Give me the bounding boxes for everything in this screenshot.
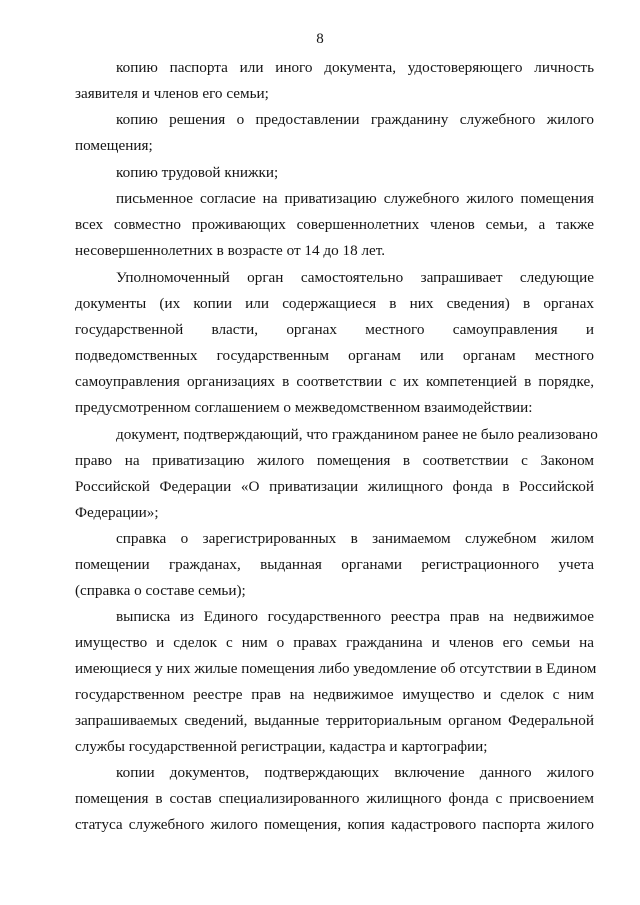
text-line: копию решения о предоставлении гражданину служебного жилого <box>116 111 594 128</box>
text-line: государственном реестре прав на недвижимое имущество и сделок с ним <box>75 686 594 703</box>
text-line: справка о зарегистрированных в занимаемом служебном жилом <box>116 530 594 547</box>
text-line: выписка из Единого государственного реестра прав на недвижимое <box>116 608 594 625</box>
text-line: предусмотренном соглашением о межведомственном взаимодействии: <box>75 399 533 416</box>
text-line: документы (их копии или содержащиеся в них сведения) в органах <box>75 295 594 312</box>
page-number: 8 <box>316 31 324 47</box>
text-line: помещения в состав специализированного жилищного фонда с присвоением <box>75 790 594 807</box>
text-line: службы государственной регистрации, кадастра и картографии; <box>75 738 488 755</box>
text-line: запрашиваемых сведений, выданные территориальным органом Федеральной <box>75 712 594 729</box>
text-line: заявителя и членов его семьи; <box>75 85 269 102</box>
text-line: несовершеннолетних в возрасте от 14 до 18 лет. <box>75 242 386 259</box>
text-line: копии документов, подтверждающих включение данного жилого <box>116 764 594 781</box>
text-line: подведомственных государственным органам или органам местного <box>75 347 594 364</box>
text-line: всех совместно проживающих совершеннолетних членов семьи, а также <box>75 216 594 233</box>
text-line: имеющиеся у них жилые помещения либо уведомление об отсутствии в Едином <box>75 660 597 677</box>
text-line: право на приватизацию жилого помещения в соответствии с Законом <box>75 452 594 469</box>
text-line: Российской Федерации «О приватизации жилищного фонда в Российской <box>75 478 594 495</box>
text-line: копию трудовой книжки; <box>116 164 279 181</box>
text-line: копию паспорта или иного документа, удостоверяющего личность <box>116 59 594 76</box>
text-line: помещения; <box>75 137 153 154</box>
text-line: Уполномоченный орган самостоятельно запрашивает следующие <box>116 269 594 286</box>
text-line: (справка о составе семьи); <box>75 582 246 599</box>
text-line: имущество и сделок с ним о правах гражданина и членов его семьи на <box>75 634 594 651</box>
text-line: статуса служебного жилого помещения, копия кадастрового паспорта жилого <box>75 816 594 833</box>
text-line: письменное согласие на приватизацию служебного жилого помещения <box>116 190 594 207</box>
text-line: самоуправления организациях в соответствии с их компетенцией в порядке, <box>75 373 594 390</box>
text-line: Федерации»; <box>75 504 159 521</box>
text-line: помещении гражданах, выданная органами регистрационного учета <box>75 556 594 573</box>
text-line: государственной власти, органах местного самоуправления и <box>75 321 594 338</box>
text-line: документ, подтверждающий, что гражданином ранее не было реализовано <box>116 426 598 443</box>
